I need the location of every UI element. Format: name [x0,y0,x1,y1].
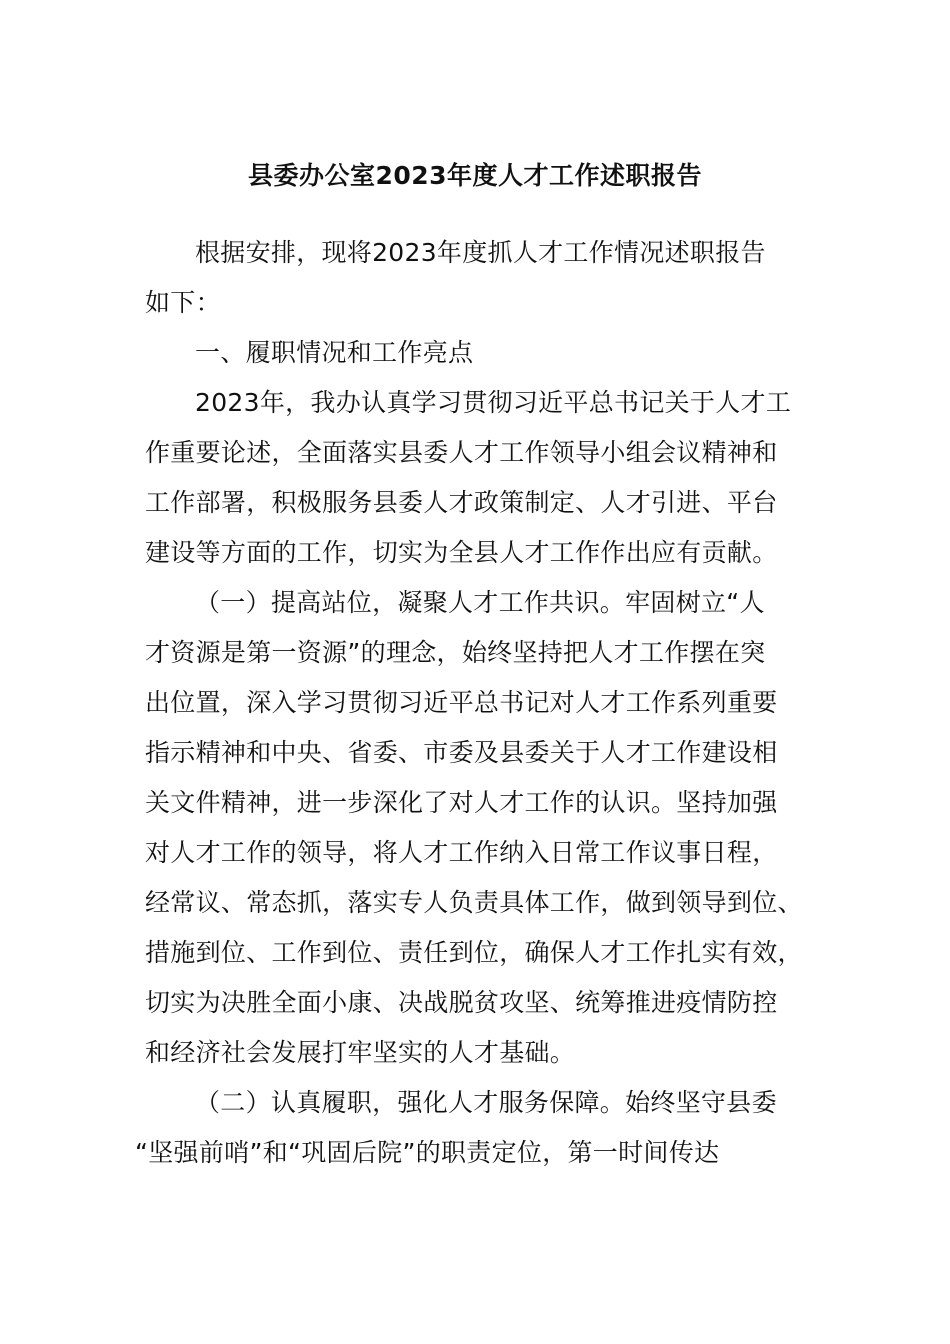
paragraph-line: 指示精神和中央、省委、市委及县委关于人才工作建设相 [145,738,778,767]
paragraph-line: （二）认真履职，强化人才服务保障。始终坚守县委 [195,1088,777,1117]
paragraph-line: 措施到位、工作到位、责任到位，确保人才工作扎实有效， [145,938,803,967]
paragraph-line: 和经济社会发展打牢坚实的人才基础。 [145,1038,576,1067]
paragraph-line: 经常议、常态抓，落实专人负责具体工作，做到领导到位、 [145,888,803,917]
paragraph-line: 切实为决胜全面小康、决战脱贫攻坚、统筹推进疫情防控 [145,988,778,1017]
paragraph-line: 出位置，深入学习贯彻习近平总书记对人才工作系列重要 [145,688,778,717]
paragraph-line: 2023年，我办认真学习贯彻习近平总书记关于人才工 [195,388,792,417]
paragraph-line: “坚强前哨”和“巩固后院”的职责定位，第一时间传达 [135,1138,720,1167]
paragraph-line: 才资源是第一资源”的理念，始终坚持把人才工作摆在突 [145,638,766,667]
paragraph-line: 根据安排，现将2023年度抓人才工作情况述职报告 [195,238,766,267]
paragraph-line: 作重要论述，全面落实县委人才工作领导小组会议精神和 [145,438,778,467]
paragraph-line: 关文件精神，进一步深化了对人才工作的认识。坚持加强 [145,788,778,817]
section-heading: 一、履职情况和工作亮点 [195,338,474,367]
document-title: 县委办公室2023年度人才工作述职报告 [247,161,703,190]
paragraph-line: 对人才工作的领导，将人才工作纳入日常工作议事日程， [145,838,778,867]
document-body [135,228,810,1178]
paragraph-line: 建设等方面的工作，切实为全县人才工作作出应有贡献。 [145,538,778,567]
paragraph-line: 工作部署，积极服务县委人才政策制定、人才引进、平台 [145,488,778,517]
paragraph-line: 如下： [145,288,221,317]
paragraph-line: （一）提高站位，凝聚人才工作共识。牢固树立“人 [195,588,765,617]
